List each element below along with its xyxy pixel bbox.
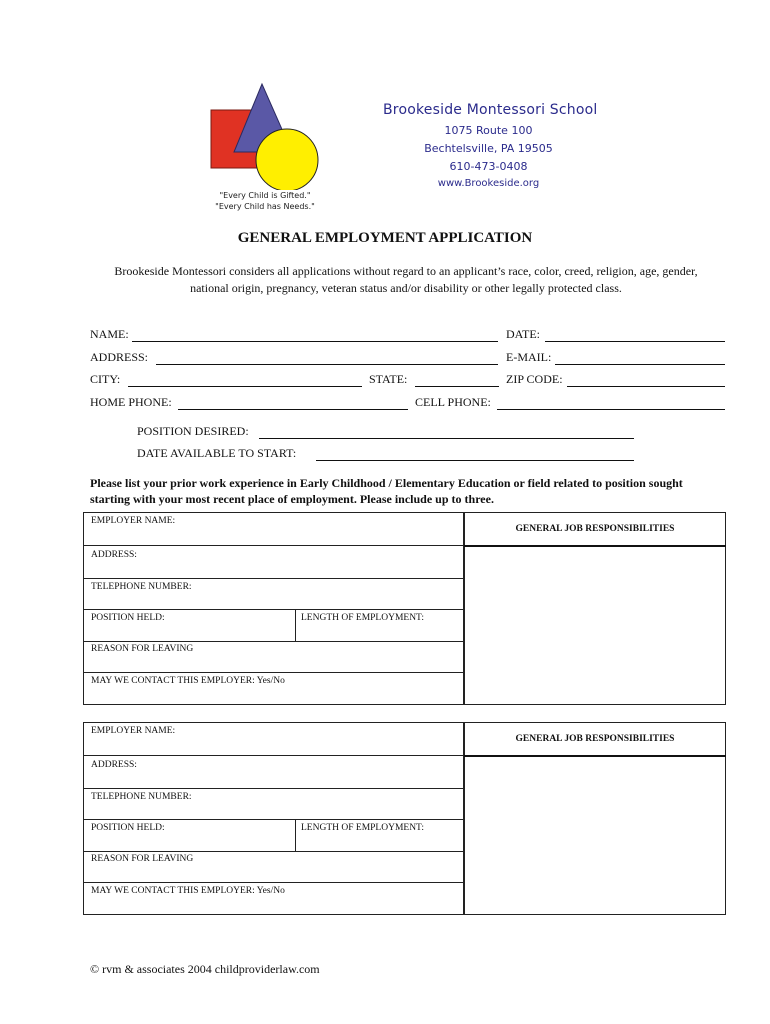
instructions-line-1: Please list your prior work experience in Early Childhood / Elementary Education or field related to position sought xyxy=(90,476,683,490)
address-label: ADDRESS: xyxy=(90,350,149,364)
zip-field[interactable] xyxy=(567,372,725,387)
employer-1-address-cell[interactable]: ADDRESS: xyxy=(91,550,137,560)
school-city: Bechtelsville, PA 19505 xyxy=(424,142,553,155)
employer-1-responsibilities-header: GENERAL JOB RESPONSIBILITIES xyxy=(515,524,675,534)
email-field[interactable] xyxy=(555,350,725,365)
logo-slogan xyxy=(190,190,340,212)
city-label: CITY: xyxy=(90,372,121,386)
employer-1-responsibilities-box[interactable] xyxy=(464,512,726,705)
city-field[interactable] xyxy=(128,372,362,387)
employer-2-telephone-cell[interactable]: TELEPHONE NUMBER: xyxy=(91,792,192,802)
date-field[interactable] xyxy=(545,327,725,342)
employer-2-reason-cell[interactable]: REASON FOR LEAVING xyxy=(91,854,194,864)
intro-text xyxy=(90,263,722,297)
work-experience-instructions xyxy=(90,475,730,507)
slogan-line-1: "Every Child is Gifted." xyxy=(219,191,311,200)
footer-copyright: © rvm & associates 2004 childproviderlaw.com xyxy=(90,962,320,976)
cell-phone-field[interactable] xyxy=(497,395,725,410)
address-field[interactable] xyxy=(156,350,498,365)
zip-label: ZIP CODE: xyxy=(506,372,563,386)
home-phone-label: HOME PHONE: xyxy=(90,395,172,409)
employer-1-reason-cell[interactable]: REASON FOR LEAVING xyxy=(91,644,194,654)
employer-2-address-cell[interactable]: ADDRESS: xyxy=(91,760,137,770)
intro-line-1: Brookeside Montessori considers all applications without regard to an applicant’s race, color, creed, religion, age, gender, xyxy=(114,264,698,278)
name-label: NAME: xyxy=(90,327,129,341)
date-available-label: DATE AVAILABLE TO START: xyxy=(137,446,297,460)
school-address: 1075 Route 100 xyxy=(444,124,533,137)
employer-2-contact-cell[interactable]: MAY WE CONTACT THIS EMPLOYER: Yes/No xyxy=(91,886,285,896)
employer-2-position-cell[interactable]: POSITION HELD: xyxy=(91,823,165,833)
date-available-field[interactable] xyxy=(316,446,634,461)
employer-2-name-cell[interactable]: EMPLOYER NAME: xyxy=(91,726,176,736)
employer-1-contact-cell[interactable]: MAY WE CONTACT THIS EMPLOYER: Yes/No xyxy=(91,676,285,686)
email-label: E-MAIL: xyxy=(506,350,552,364)
home-phone-field[interactable] xyxy=(178,395,408,410)
employer-1-position-cell[interactable]: POSITION HELD: xyxy=(91,613,165,623)
instructions-line-2: starting with your most recent place of employment. Please include up to three. xyxy=(90,492,494,506)
name-field[interactable] xyxy=(132,327,498,342)
employer-1-name-cell[interactable]: EMPLOYER NAME: xyxy=(91,516,176,526)
employer-1-length-cell[interactable]: LENGTH OF EMPLOYMENT: xyxy=(301,613,425,623)
position-desired-field[interactable] xyxy=(259,424,634,439)
state-label: STATE: xyxy=(369,372,408,386)
employer-2-responsibilities-box[interactable] xyxy=(464,722,726,915)
employer-2-responsibilities-header: GENERAL JOB RESPONSIBILITIES xyxy=(515,734,675,744)
slogan-line-2: "Every Child has Needs." xyxy=(215,202,315,211)
date-label: DATE: xyxy=(506,327,540,341)
school-name: Brookeside Montessori School xyxy=(383,102,598,118)
intro-line-2: national origin, pregnancy, veteran status and/or disability or other legally protected class. xyxy=(190,281,622,295)
employer-1-telephone-cell[interactable]: TELEPHONE NUMBER: xyxy=(91,582,192,592)
cell-phone-label: CELL PHONE: xyxy=(415,395,491,409)
position-desired-label: POSITION DESIRED: xyxy=(137,424,249,438)
employer-2-length-cell[interactable]: LENGTH OF EMPLOYMENT: xyxy=(301,823,425,833)
school-website: www.Brookeside.org xyxy=(437,178,540,189)
page-title: GENERAL EMPLOYMENT APPLICATION xyxy=(237,230,533,246)
school-phone: 610-473-0408 xyxy=(449,160,528,173)
state-field[interactable] xyxy=(415,372,499,387)
